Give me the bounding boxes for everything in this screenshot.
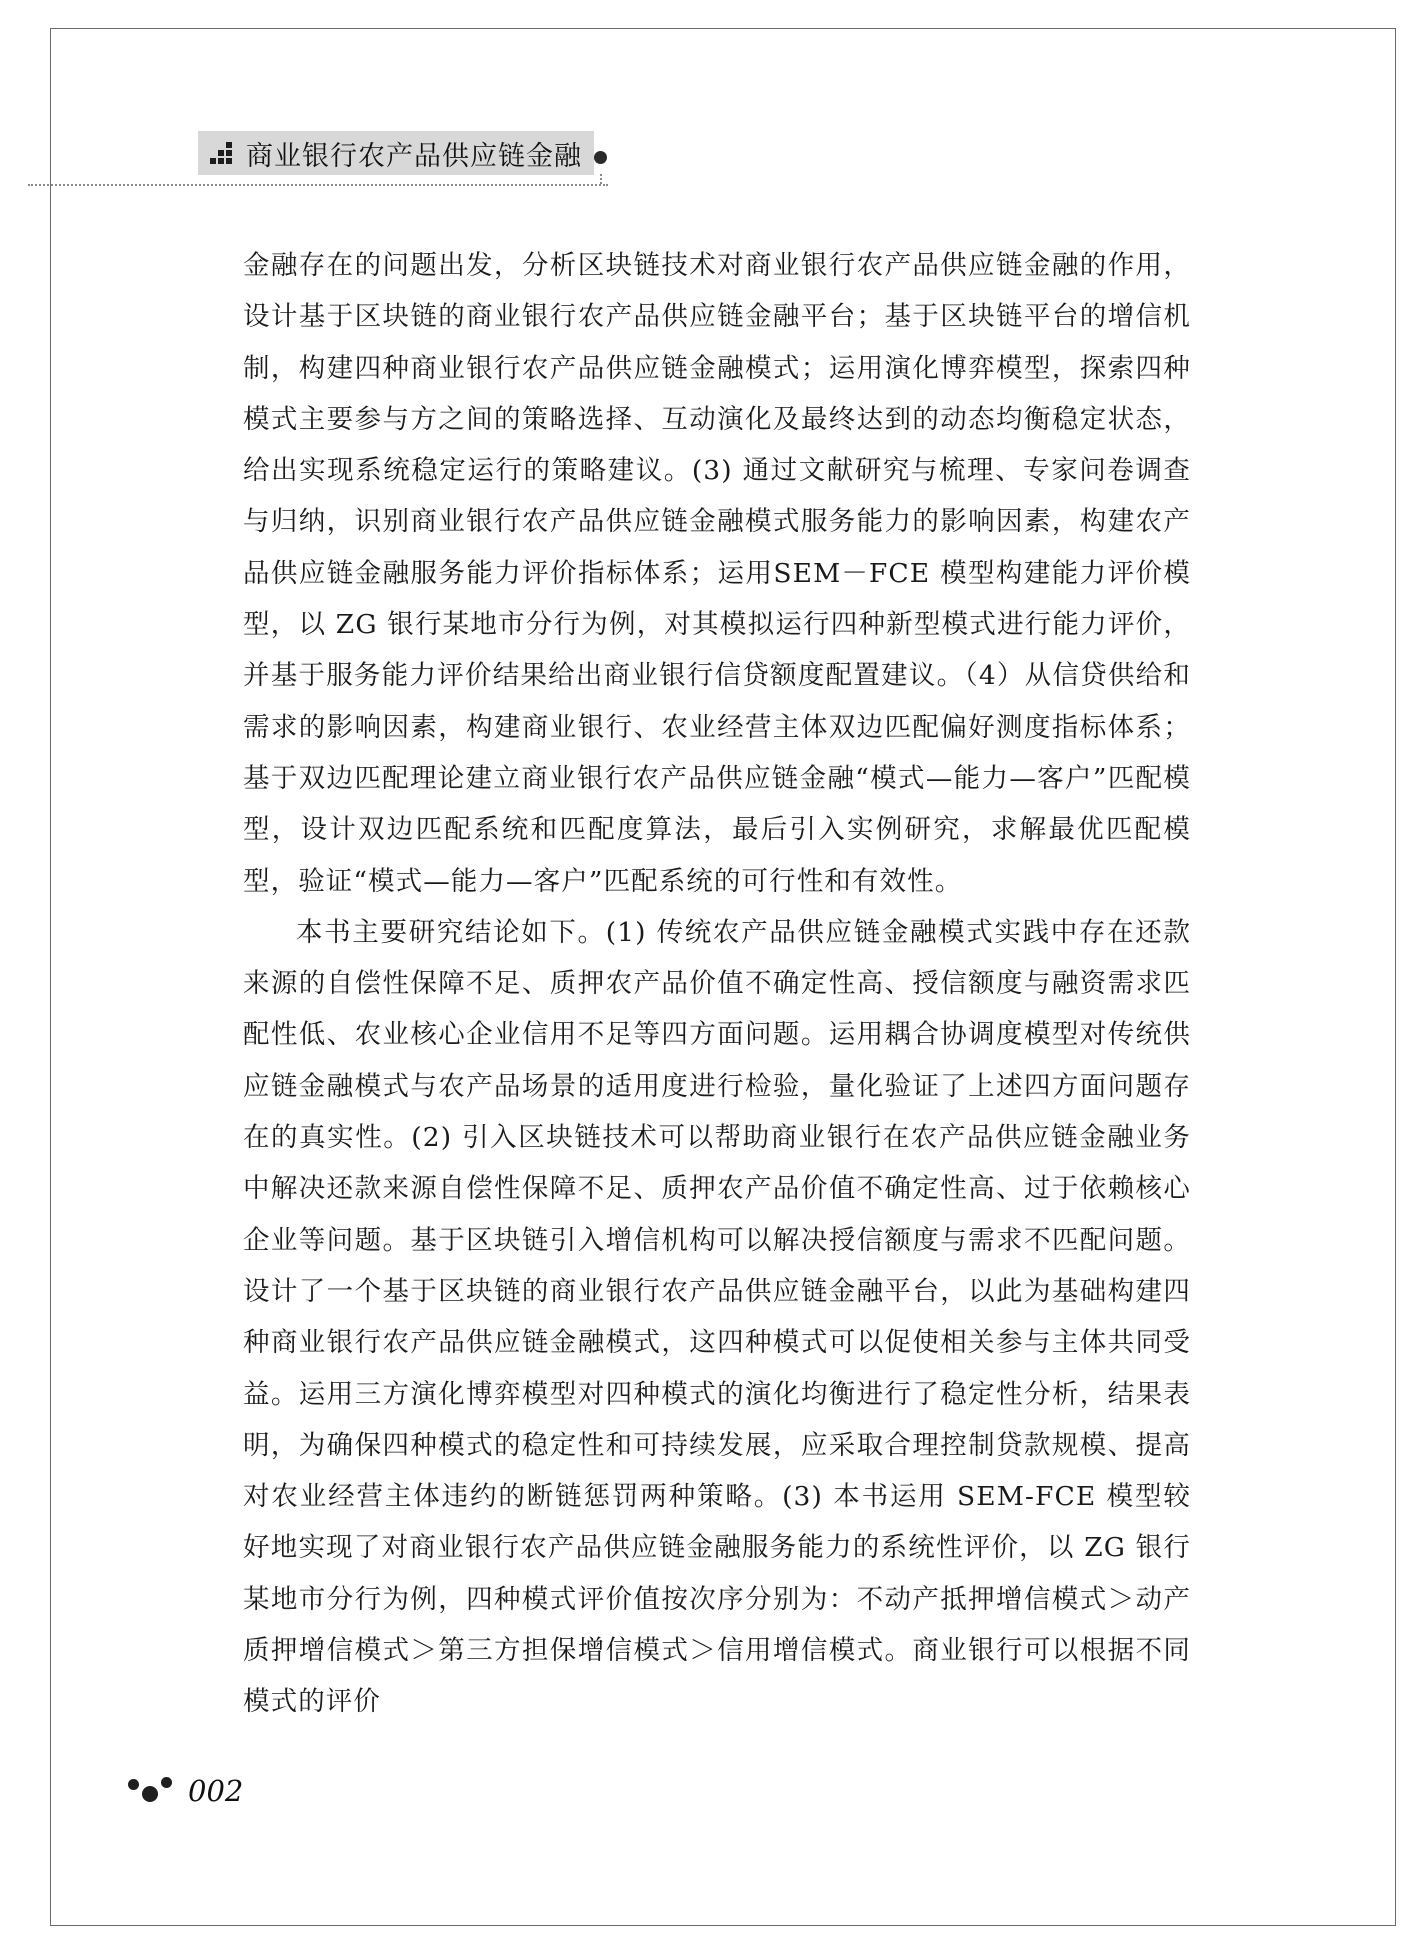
header-dotted-rule	[28, 184, 608, 186]
page-number: 002	[188, 1774, 244, 1808]
paragraph: 金融存在的问题出发，分析区块链技术对商业银行农产品供应链金融的作用，设计基于区块链的商业银行农产品供应链金融平台；基于区块链平台的增信机制，构建四种商业银行农产品供应链金融模式；运用演化博弈模型，探索四种模式主要参与方之间的策略选择、互动演化及最终达到的动态均衡稳定状态，给出实现系统稳定运行的策略建议。(3) 通过文献研究与梳理、专家问卷调查与归纳，识别商业银行农产品供应链金融模式服务能力的影响因素，构建农产品供应链金融服务能力评价指标体系；运用SEM－FCE 模型构建能力评价模型，以 ZG 银行某地市分行为例，对其模拟运行四种新型模式进行能力评价，并基于服务能力评价结果给出商业银行信贷额度配置建议。（4）从信贷供给和需求的影响因素，构建商业银行、农业经营主体双边匹配偏好测度指标体系；基于双边匹配理论建立商业银行农产品供应链金融“模式—能力—客户”匹配模型，设计双边匹配系统和匹配度算法，最后引入实例研究，求解最优匹配模型，验证“模式—能力—客户”匹配系统的可行性和有效性。	[243, 250, 1191, 897]
header-bullet-icon	[594, 151, 607, 164]
paragraph: 本书主要研究结论如下。(1) 传统农产品供应链金融模式实践中存在还款来源的自偿性保障不足、质押农产品价值不确定性高、授信额度与融资需求匹配性低、农业核心企业信用不足等四方面问题。运用耦合协调度模型对传统供应链金融模式与农产品场景的适用度进行检验，量化验证了上述四方面问题存在的真实性。(2) 引入区块链技术可以帮助商业银行在农产品供应链金融业务中解决还款来源自偿性保障不足、质押农产品价值不确定性高、过于依赖核心企业等问题。基于区块链引入增信机构可以解决授信额度与需求不匹配问题。设计了一个基于区块链的商业银行农产品供应链金融平台，以此为基础构建四种商业银行农产品供应链金融模式，这四种模式可以促使相关参与主体共同受益。运用三方演化博弈模型对四种模式的演化均衡进行了稳定性分析，结果表明，为确保四种模式的稳定性和可持续发展，应采取合理控制贷款规模、提高对农业经营主体违约的断链惩罚两种策略。(3) 本书运用 SEM-FCE 模型较好地实现了对商业银行农产品供应链金融服务能力的系统性评价，以 ZG 银行某地市分行为例，四种模式评价值按次序分别为：不动产抵押增信模式＞动产质押增信模式＞第三方担保增信模式＞信用增信模式。商业银行可以根据不同模式的评价	[243, 916, 1191, 1718]
header-ornament-icon	[210, 142, 234, 164]
running-header	[198, 131, 594, 175]
running-header-title: 商业银行农产品供应链金融	[246, 140, 582, 172]
body-text	[243, 240, 1191, 1728]
folio-dots-icon	[128, 1773, 180, 1805]
header-rule-tick	[600, 174, 602, 184]
